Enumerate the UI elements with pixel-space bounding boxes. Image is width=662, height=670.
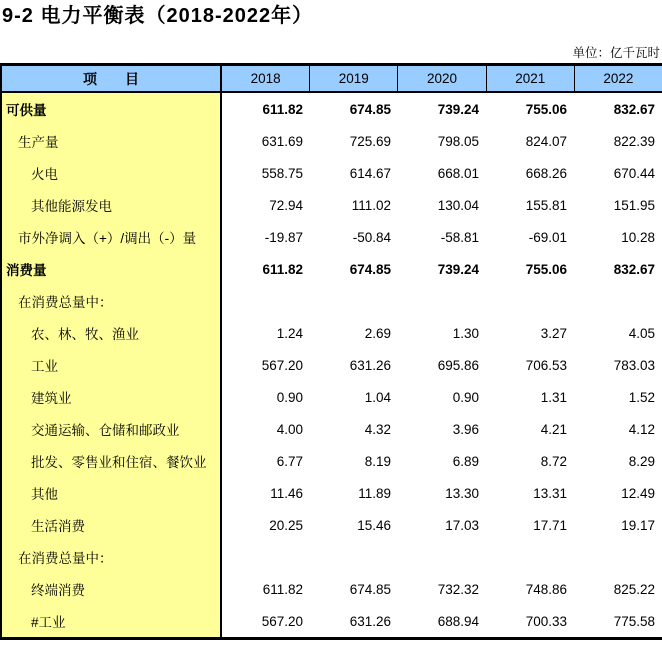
power-balance-table [0,63,662,640]
value-cell: 611.82 [262,581,303,597]
value-cell: 155.81 [525,197,567,213]
row-label: 在消费总量中： [2,541,222,573]
column-header-year: 2018 [222,66,310,91]
value-cell: 12.49 [621,485,655,501]
value-cell: 10.28 [621,229,655,245]
value-cell: 567.20 [261,613,303,629]
value-cell [222,541,310,573]
row-label: 生产量 [2,125,222,157]
value-cell: 111.02 [351,197,391,213]
value-cell: 17.03 [445,517,479,533]
value-cell [310,285,398,317]
table-row [2,573,662,605]
table-row [2,477,662,509]
value-cell: -58.81 [440,229,479,245]
column-header-year: 2019 [310,66,398,91]
value-cell: 783.03 [613,357,655,373]
value-cell: 832.67 [613,261,655,277]
value-cell: 695.86 [437,357,479,373]
value-cell: 825.22 [613,581,655,597]
table-row [2,381,662,413]
row-label: #工业 [2,605,222,637]
value-cell: 674.85 [349,261,391,277]
value-cell [486,285,574,317]
value-cell: 4.05 [628,325,655,341]
value-cell: 13.31 [533,485,567,501]
value-cell: 11.89 [358,485,391,501]
value-cell: 1.30 [452,325,479,341]
column-header-year: 2021 [487,66,575,91]
value-cell: 4.32 [364,421,391,437]
column-header-item: 项 目 [2,66,222,91]
table-row [2,317,662,349]
row-label: 其他 [2,477,222,509]
value-cell: 1.52 [628,389,655,405]
table-row [2,125,662,157]
value-cell: 631.69 [261,133,303,149]
table-row [2,605,662,637]
value-cell: 6.77 [276,453,303,469]
value-cell: 611.82 [262,261,303,277]
value-cell: 20.25 [269,517,303,533]
value-cell: 732.32 [437,581,479,597]
value-cell: 832.67 [613,101,655,117]
value-cell: -69.01 [528,229,567,245]
value-cell: 0.90 [276,389,303,405]
value-cell: 739.24 [437,101,479,117]
value-cell: 674.85 [349,581,391,597]
value-cell: 755.06 [525,261,567,277]
value-cell: 4.00 [276,421,303,437]
value-cell: 6.89 [452,453,479,469]
value-cell [486,541,574,573]
table-row [2,157,662,189]
value-cell: 725.69 [349,133,391,149]
value-cell: 1.31 [540,389,567,405]
row-label: 在消费总量中： [2,285,222,317]
value-cell [398,285,486,317]
table-header-row [2,66,662,93]
table-row [2,253,662,285]
value-cell: 8.72 [540,453,567,469]
value-cell: 798.05 [437,133,479,149]
table-row [2,349,662,381]
table-row [2,541,662,573]
value-cell: 1.24 [276,325,303,341]
row-label: 建筑业 [2,381,222,413]
value-cell: 19.17 [621,517,655,533]
value-cell: 4.21 [540,421,567,437]
column-header-year: 2022 [603,71,634,86]
table-row [2,413,662,445]
value-cell: 8.19 [364,453,391,469]
value-cell: 15.46 [357,517,391,533]
value-cell [574,285,662,317]
row-label: 终端消费 [2,573,222,605]
value-cell: 3.27 [540,325,567,341]
value-cell: 775.58 [613,613,655,629]
value-cell: 688.94 [437,613,479,629]
table-row [2,285,662,317]
table-row [2,93,662,125]
value-cell: 748.86 [525,581,567,597]
value-cell [398,541,486,573]
row-label: 可供量 [2,93,222,125]
value-cell: 3.96 [452,421,479,437]
column-header-year: 2020 [398,66,486,91]
value-cell [574,541,662,573]
value-cell: 130.04 [437,197,479,213]
value-cell: -19.87 [264,229,303,245]
value-cell: 17.71 [533,517,567,533]
table-row [2,509,662,541]
row-label: 生活消费 [2,509,222,541]
value-cell: 8.29 [628,453,655,469]
value-cell: 822.39 [613,133,655,149]
value-cell: 151.95 [613,197,655,213]
table-body [2,93,662,637]
value-cell: 11.46 [270,485,303,501]
row-label: 交通运输、仓储和邮政业 [2,413,222,445]
value-cell: 0.90 [452,389,479,405]
row-label: 其他能源发电 [2,189,222,221]
page-title: 9-2 电力平衡表（2018-2022年） [2,5,314,27]
unit-label: 单位：亿千瓦时 [572,46,660,60]
value-cell [310,541,398,573]
row-label: 市外净调入（+）/调出（-）量 [2,221,222,253]
value-cell: 567.20 [261,357,303,373]
row-label: 农、林、牧、渔业 [2,317,222,349]
value-cell: 13.30 [445,485,479,501]
row-label: 消费量 [2,253,222,285]
value-cell: 4.12 [628,421,655,437]
value-cell: 706.53 [525,357,567,373]
value-cell: 674.85 [349,101,391,117]
row-label: 工业 [2,349,222,381]
value-cell: 700.33 [525,613,567,629]
value-cell: 2.69 [364,325,391,341]
row-label: 批发、零售业和住宿、餐饮业 [2,445,222,477]
value-cell: 824.07 [525,133,567,149]
value-cell [222,285,310,317]
value-cell: 1.04 [364,389,391,405]
table-row [2,445,662,477]
value-cell: 668.26 [525,165,567,181]
value-cell: 614.67 [349,165,391,181]
value-cell: 558.75 [261,165,303,181]
value-cell: 631.26 [349,357,391,373]
value-cell: 631.26 [349,613,391,629]
value-cell: 668.01 [437,165,479,181]
value-cell: 755.06 [525,101,567,117]
value-cell: -50.84 [352,229,391,245]
row-label: 火电 [2,157,222,189]
value-cell: 670.44 [613,165,655,181]
value-cell: 739.24 [437,261,479,277]
value-cell: 611.82 [262,101,303,117]
table-row [2,189,662,221]
table-row [2,221,662,253]
value-cell: 72.94 [269,197,303,213]
